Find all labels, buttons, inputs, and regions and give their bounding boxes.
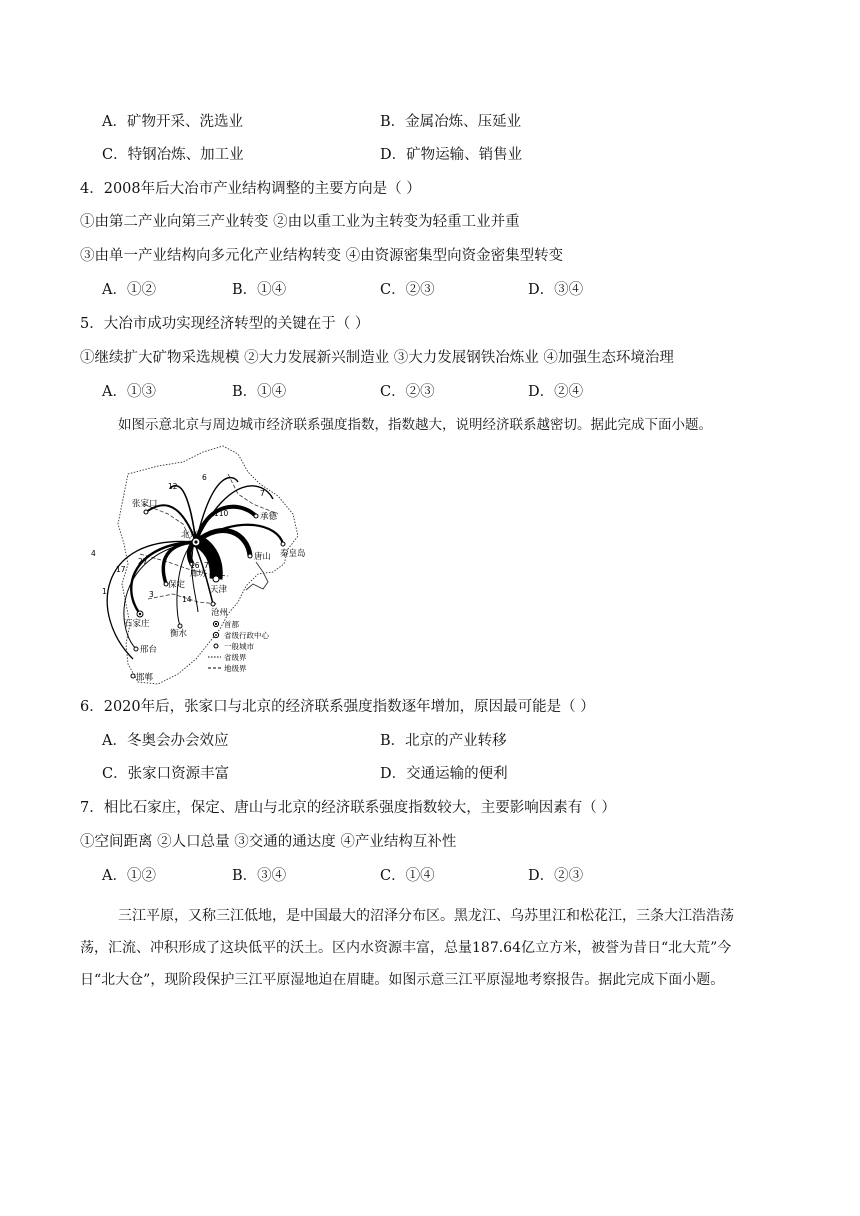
cangzhou-marker — [211, 602, 215, 606]
label-langfang: 廊坊 — [190, 569, 206, 578]
q6-option-d: D．交通运输的便利 — [380, 766, 508, 782]
q6-option-a: A．冬奥会办会效应 — [102, 733, 229, 749]
q4-item2: ③由单一产业结构向多元化产业结构转变 ④由资源密集型向资金密集型转变 — [80, 248, 564, 264]
label-cangzhou: 沧州 — [211, 608, 229, 618]
q4-item1: ①由第二产业向第三产业转变 ②由以重工业为主转变为轻重工业并重 — [80, 214, 520, 230]
value-16: 16 — [190, 561, 200, 570]
q5-option-a: A．①③ — [102, 384, 156, 400]
sanjiang-passage-line1: 三江平原，又称三江低地，是中国最大的沼泽分布区。黑龙江、乌苏里江和松花江，三条大江浩浩荡 — [118, 908, 734, 924]
label-tianjin: 天津 — [210, 585, 228, 595]
label-qinhuangdao: 秦皇岛 — [280, 549, 306, 559]
q7-option-a: A．①② — [102, 868, 156, 884]
xingtai-marker — [134, 647, 138, 651]
q4-option-b: B．①④ — [232, 282, 287, 298]
value-6: 6 — [202, 473, 207, 482]
value-736: 736 — [204, 561, 219, 570]
value-1: 1 — [102, 587, 107, 596]
tangshan-marker — [248, 554, 252, 558]
sanjiang-passage-line3: 日“北大仓”，现阶段保护三江平原湿地迫在眉睫。如图示意三江平原湿地考察报告。据此完成下面小题。 — [80, 972, 725, 988]
legend-city: 一般城市 — [224, 642, 254, 651]
q3-option-c: C．特钢冶炼、加工业 — [102, 147, 244, 163]
q6-stem: 6．2020年后，张家口与北京的经济联系强度指数逐年增加，原因最可能是（ ） — [80, 699, 595, 715]
value-4: 4 — [91, 549, 96, 558]
q5-option-c: C．②③ — [380, 384, 435, 400]
q5-item1: ①继续扩大矿物采选规模 ②大力发展新兴制造业 ③大力发展钢铁冶炼业 ④加强生态环境治理 — [80, 350, 674, 366]
value-3: 3 — [149, 590, 154, 599]
label-tangshan: 唐山 — [254, 552, 272, 562]
coastline — [246, 562, 268, 590]
handan-marker — [131, 674, 135, 678]
hengshui-marker — [178, 624, 182, 628]
q3-option-a: A．矿物开采、洗选业 — [102, 114, 243, 130]
q4-option-a: A．①② — [102, 282, 156, 298]
q4-stem: 4．2008年后大冶市产业结构调整的主要方向是（ ） — [80, 181, 421, 197]
label-beijing: 北京 — [181, 530, 199, 540]
chengde-marker — [254, 514, 258, 518]
legend-prov-border: 省级界 — [224, 653, 247, 662]
legend-capital: 首都 — [224, 620, 239, 629]
label-hengshui: 衡水 — [170, 629, 188, 639]
sanjiang-passage-line2: 荡，汇流、冲积形成了这块低平的沃土。区内水资源丰富，总量187.64亿立方米，被誉为昔日“北大荒”今 — [80, 940, 732, 956]
q5-option-b: B．①④ — [232, 384, 287, 400]
q6-option-c: C．张家口资源丰富 — [102, 766, 230, 782]
value-17: 17 — [116, 565, 126, 574]
legend-pref-border: 地级界 — [224, 664, 247, 673]
q3-option-d: D．矿物运输、销售业 — [380, 147, 523, 163]
economic-linkage-map — [88, 444, 328, 692]
q7-option-d: D．②③ — [528, 868, 584, 884]
value-7: 7 — [260, 489, 265, 498]
value-14: 14 — [182, 595, 192, 604]
label-chengde: 承德 — [260, 512, 278, 522]
q3-option-b: B．金属冶炼、压延业 — [380, 114, 522, 130]
map-legend — [208, 619, 269, 673]
q5-option-d: D．②④ — [528, 384, 584, 400]
label-handan: 邯郸 — [136, 673, 154, 683]
value-27: 27 — [138, 557, 148, 566]
q5-stem: 5．大冶市成功实现经济转型的关键在于（ ） — [80, 316, 370, 332]
label-zhangjiakou: 张家口 — [132, 499, 158, 509]
q6-option-b: B．北京的产业转移 — [380, 733, 507, 749]
q4-option-c: C．②③ — [380, 282, 435, 298]
label-xingtai: 邢台 — [140, 645, 158, 655]
zhangjiakou-marker — [144, 510, 148, 514]
qinhuangdao-marker — [281, 542, 285, 546]
q7-item1: ①空间距离 ②人口总量 ③交通的通达度 ④产业结构互补性 — [80, 834, 457, 850]
value-110: 110 — [214, 509, 229, 518]
q4-option-d: D．③④ — [528, 282, 584, 298]
tianjin-marker — [213, 576, 219, 582]
label-shijiazhuang: 石家庄 — [124, 619, 150, 629]
q7-option-c: C．①④ — [380, 868, 435, 884]
legend-provincial: 省级行政中心 — [224, 631, 269, 640]
q7-stem: 7．相比石家庄，保定、唐山与北京的经济联系强度指数较大，主要影响因素有（ ） — [80, 800, 616, 816]
label-baoding: 保定 — [168, 580, 186, 590]
map-passage: 如图示意北京与周边城市经济联系强度指数，指数越大，说明经济联系越密切。据此完成下面小题。 — [118, 417, 712, 433]
value-12: 12 — [168, 482, 178, 491]
q7-option-b: B．③④ — [232, 868, 287, 884]
